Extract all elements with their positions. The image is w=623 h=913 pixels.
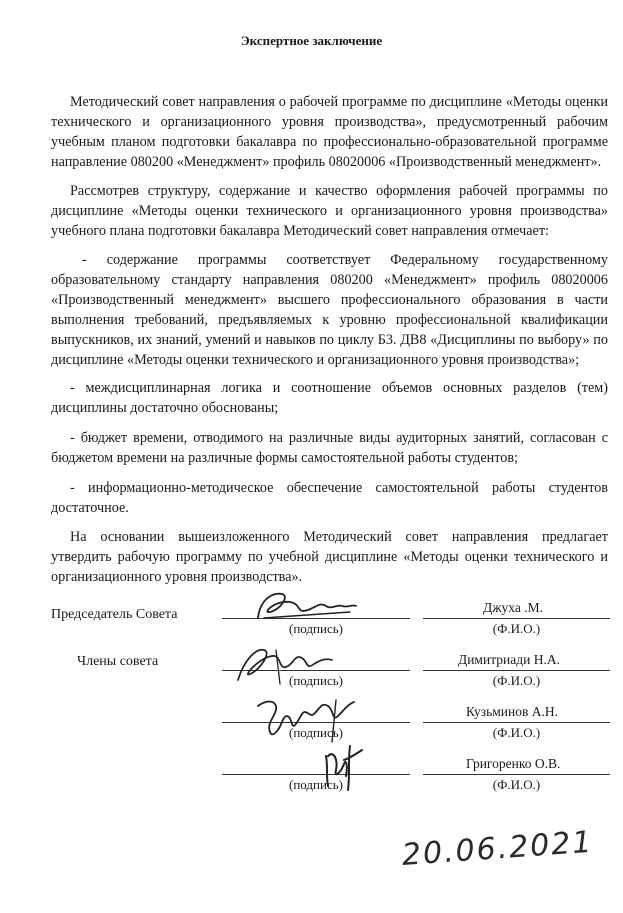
handwritten-signature-member-1: [232, 640, 342, 690]
name-line: [423, 670, 610, 671]
name-caption: (Ф.И.О.): [492, 621, 541, 636]
signature-role-members: Члены совета: [77, 654, 159, 669]
paragraph-support: - информационно-методическое обеспечение самостоятельной работы студентов достаточное.: [51, 480, 608, 517]
document-title: Экспертное заключение: [240, 33, 383, 48]
paragraph-intro: Методический совет направления о рабочей программе по дисциплине «Методы оценки технического и организационного уровня производства», предусмотренный рабочим учебным планом подготовки бакалавра по профессионально-образовательной программе направление 080200 «Менеджмент» профиль 08020006 «Производственный менеджмент».: [51, 94, 608, 171]
handwritten-signature-chair: [250, 588, 360, 624]
name-caption: (Ф.И.О.): [492, 725, 541, 740]
paragraph-conclusion: На основании вышеизложенного Методический совет направления предлагает утвердить рабочую программу по учебной дисциплине «Методы оценки технического и организационного уровня производства».: [51, 529, 608, 586]
signer-name-member-3: Григоренко О.В.: [466, 756, 561, 771]
name-line: [423, 618, 610, 619]
name-caption: (Ф.И.О.): [492, 673, 541, 688]
signature-caption: (подпись): [289, 673, 343, 688]
name-caption: (Ф.И.О.): [492, 777, 541, 792]
paragraph-logic: - междисциплинарная логика и соотношение объемов основных разделов (тем) дисциплины достаточно обоснованы;: [51, 380, 608, 417]
signature-role-chair: Председатель Совета: [51, 607, 178, 622]
name-line: [423, 774, 610, 775]
paragraph-review: Рассмотрев структуру, содержание и качество оформления рабочей программы по дисциплине «Методы оценки технического и организационного уровня производства» учебного плана подготовки бакалавра Методический совет направления отмечает:: [51, 183, 608, 240]
name-line: [423, 722, 610, 723]
handwritten-signature-member-3: [318, 736, 368, 794]
signer-name-chair: Джуха .М.: [483, 600, 543, 615]
paragraph-content-compliance: - содержание программы соответствует Федеральному государственному образовательному стандарту направления 080200 «Менеджмент» профиль 08020006 «Производственный менеджмент» высшего профессионального образования в части выполнения требований, предъявляемых к уровню профессиональной квалификации выпускников, их знаний, умений и навыков по циклу Б3. ДВ8 «Дисциплины по выбору» по дисциплине «Методы оценки технического и организационного уровня производства»;: [51, 252, 608, 369]
signature-caption: (подпись): [289, 621, 343, 636]
signature-line: [222, 774, 410, 775]
signature-caption: (подпись): [289, 725, 343, 740]
signer-name-member-2: Кузьминов А.Н.: [466, 704, 558, 719]
signer-name-member-1: Димитриади Н.А.: [458, 652, 560, 667]
paragraph-time-budget: - бюджет времени, отводимого на различные виды аудиторных занятий, согласован с бюджетом времени на различные формы самостоятельной работы студентов;: [51, 430, 608, 467]
handwritten-date: 20.06.2021: [400, 824, 595, 873]
signature-caption: (подпись): [289, 777, 343, 792]
